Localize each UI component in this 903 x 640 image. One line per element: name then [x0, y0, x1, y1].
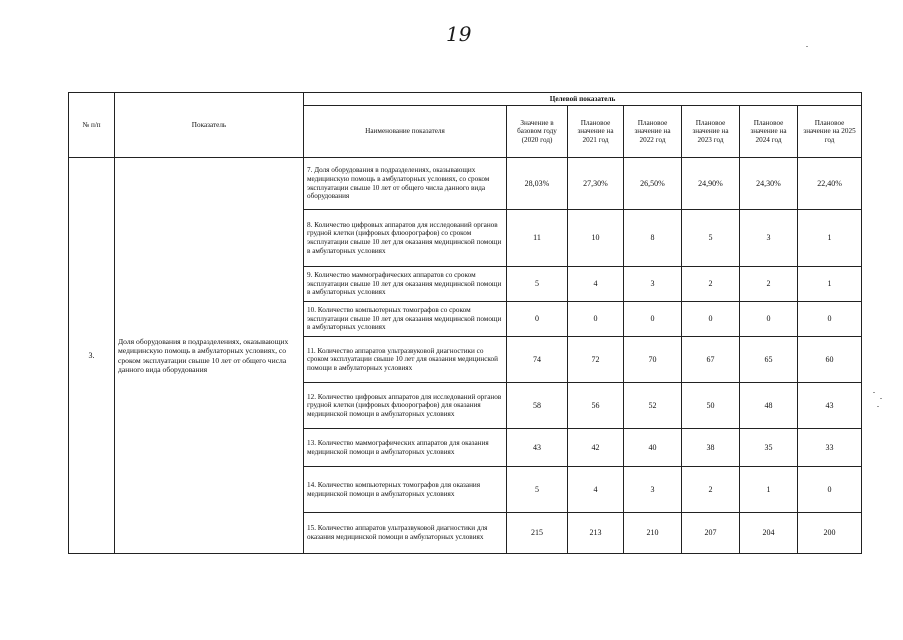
value-cell-v2022: 26,50%	[624, 158, 682, 210]
value-cell-v2025: 0	[798, 467, 862, 513]
value-cell-v2025: 33	[798, 429, 862, 467]
scan-speck	[806, 46, 808, 47]
value-cell-v2024: 65	[740, 337, 798, 383]
value-cell-v2021: 213	[568, 513, 624, 554]
value-cell-v2020: 215	[507, 513, 568, 554]
header-name: Наименование показателя	[304, 106, 507, 158]
value-cell-v2023: 5	[682, 210, 740, 267]
value-cell-v2023: 2	[682, 467, 740, 513]
value-cell-v2025: 60	[798, 337, 862, 383]
header-target-group: Целевой показатель	[304, 93, 862, 106]
header-plan-2025: Плановое значение на 2025 год	[798, 106, 862, 158]
value-cell-v2024: 48	[740, 383, 798, 429]
indicator-text: Доля оборудования в подразделениях, оказывающих медицинскую помощь в амбулаторных условиях, со сроком эксплуатации свыше 10 лет от общего числа данного вида оборудования	[115, 158, 304, 554]
page-number: 19	[446, 22, 472, 46]
indicator-name-cell: 7. Доля оборудования в подразделениях, оказывающих медицинскую помощь в амбулаторных условиях, со сроком эксплуатации свыше 10 лет от общего числа данного вида оборудования	[304, 158, 507, 210]
value-cell-v2022: 3	[624, 467, 682, 513]
table-row	[69, 158, 862, 210]
scan-speck	[880, 398, 882, 399]
header-num: № п/п	[69, 93, 115, 158]
value-cell-v2020: 43	[507, 429, 568, 467]
value-cell-v2020: 0	[507, 302, 568, 337]
indicator-name-cell: 8. Количество цифровых аппаратов для исследований органов грудной клетки (цифровых флюорографов) со сроком эксплуатации свыше 10 лет для оказания медицинской помощи в амбулаторных условиях	[304, 210, 507, 267]
value-cell-v2024: 24,30%	[740, 158, 798, 210]
value-cell-v2023: 207	[682, 513, 740, 554]
value-cell-v2020: 58	[507, 383, 568, 429]
scan-speck	[877, 406, 879, 407]
indicator-name-cell: 13. Количество маммографических аппаратов для оказания медицинской помощи в амбулаторных условиях	[304, 429, 507, 467]
value-cell-v2025: 22,40%	[798, 158, 862, 210]
value-cell-v2022: 8	[624, 210, 682, 267]
value-cell-v2024: 3	[740, 210, 798, 267]
value-cell-v2022: 40	[624, 429, 682, 467]
value-cell-v2024: 204	[740, 513, 798, 554]
value-cell-v2024: 2	[740, 267, 798, 302]
value-cell-v2023: 50	[682, 383, 740, 429]
header-plan-2024: Плановое значение на 2024 год	[740, 106, 798, 158]
value-cell-v2023: 67	[682, 337, 740, 383]
header-base-2020: Значение в базовом году (2020 год)	[507, 106, 568, 158]
value-cell-v2020: 11	[507, 210, 568, 267]
indicator-name-cell: 9. Количество маммографических аппаратов со сроком эксплуатации свыше 10 лет для оказания медицинской помощи в амбулаторных условиях	[304, 267, 507, 302]
value-cell-v2024: 35	[740, 429, 798, 467]
value-cell-v2023: 38	[682, 429, 740, 467]
value-cell-v2024: 0	[740, 302, 798, 337]
value-cell-v2022: 3	[624, 267, 682, 302]
value-cell-v2020: 5	[507, 267, 568, 302]
value-cell-v2021: 4	[568, 467, 624, 513]
indicator-name-cell: 11. Количество аппаратов ультразвуковой диагностики со сроком эксплуатации свыше 10 лет для оказания медицинской помощи в амбулаторных условиях	[304, 337, 507, 383]
value-cell-v2020: 74	[507, 337, 568, 383]
value-cell-v2025: 1	[798, 210, 862, 267]
value-cell-v2021: 27,30%	[568, 158, 624, 210]
value-cell-v2022: 70	[624, 337, 682, 383]
header-indicator: Показатель	[115, 93, 304, 158]
indicator-name-cell: 14. Количество компьютерных томографов для оказания медицинской помощи в амбулаторных условиях	[304, 467, 507, 513]
value-cell-v2025: 200	[798, 513, 862, 554]
value-cell-v2023: 2	[682, 267, 740, 302]
header-plan-2022: Плановое значение на 2022 год	[624, 106, 682, 158]
value-cell-v2023: 0	[682, 302, 740, 337]
header-plan-2023: Плановое значение на 2023 год	[682, 106, 740, 158]
row-number: 3.	[69, 158, 115, 554]
value-cell-v2024: 1	[740, 467, 798, 513]
value-cell-v2025: 43	[798, 383, 862, 429]
indicator-name-cell: 10. Количество компьютерных томографов со сроком эксплуатации свыше 10 лет для оказания медицинской помощи в амбулаторных условиях	[304, 302, 507, 337]
value-cell-v2021: 42	[568, 429, 624, 467]
value-cell-v2021: 4	[568, 267, 624, 302]
value-cell-v2020: 28,03%	[507, 158, 568, 210]
scan-speck	[873, 392, 875, 393]
header-row-1	[69, 93, 862, 106]
value-cell-v2025: 1	[798, 267, 862, 302]
value-cell-v2022: 210	[624, 513, 682, 554]
value-cell-v2020: 5	[507, 467, 568, 513]
header-plan-2021: Плановое значение на 2021 год	[568, 106, 624, 158]
value-cell-v2025: 0	[798, 302, 862, 337]
value-cell-v2021: 56	[568, 383, 624, 429]
value-cell-v2023: 24,90%	[682, 158, 740, 210]
value-cell-v2021: 0	[568, 302, 624, 337]
value-cell-v2022: 0	[624, 302, 682, 337]
indicator-name-cell: 12. Количество цифровых аппаратов для исследований органов грудной клетки (цифровых флюорографов) для оказания медицинской помощи в амбулаторных условиях	[304, 383, 507, 429]
target-indicators-table	[68, 92, 862, 554]
value-cell-v2021: 10	[568, 210, 624, 267]
value-cell-v2022: 52	[624, 383, 682, 429]
value-cell-v2021: 72	[568, 337, 624, 383]
indicator-name-cell: 15. Количество аппаратов ультразвуковой диагностики для оказания медицинской помощи в амбулаторных условиях	[304, 513, 507, 554]
